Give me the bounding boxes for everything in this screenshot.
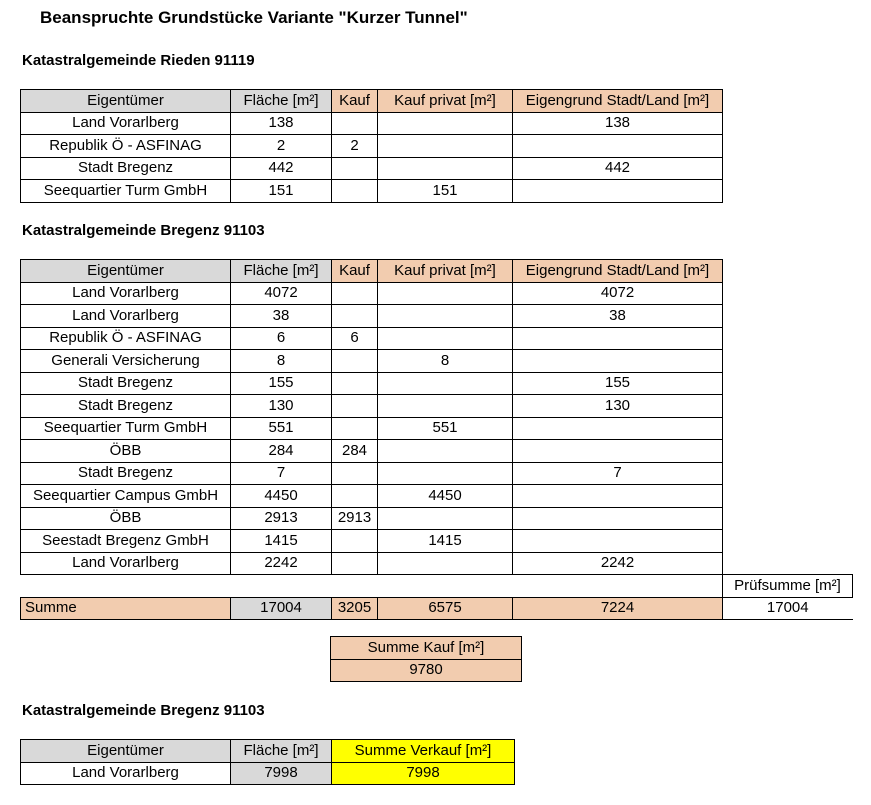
table-row — [21, 462, 853, 485]
table-row — [21, 417, 853, 440]
header-eigentuemer: Eigentümer — [21, 90, 231, 113]
cell-privat: 1415 — [378, 530, 513, 553]
blank-cell — [723, 327, 853, 350]
cell-kauf: 2 — [332, 135, 378, 158]
cell-eigen: 4072 — [513, 282, 723, 305]
cell-owner: Land Vorarlberg — [21, 552, 231, 575]
summe-kauf-box — [330, 636, 522, 682]
cell-owner: Land Vorarlberg — [21, 762, 231, 785]
cell-area: 4072 — [231, 282, 332, 305]
table-row — [21, 372, 853, 395]
blank-cell — [723, 552, 853, 575]
cell-kauf — [332, 157, 378, 180]
cell-eigen: 130 — [513, 395, 723, 418]
cell-owner: Land Vorarlberg — [21, 305, 231, 328]
header-kauf-privat: Kauf privat [m²] — [378, 90, 513, 113]
cell-area: 2913 — [231, 507, 332, 530]
header-kauf-privat: Kauf privat [m²] — [378, 260, 513, 283]
cell-owner: Land Vorarlberg — [21, 112, 231, 135]
cell-privat — [378, 462, 513, 485]
cell-area: 442 — [231, 157, 332, 180]
table-row — [21, 112, 723, 135]
cell-owner: Republik Ö - ASFINAG — [21, 135, 231, 158]
cell-kauf — [332, 180, 378, 203]
cell-area: 6 — [231, 327, 332, 350]
cell-eigen — [513, 135, 723, 158]
cell-kauf — [332, 462, 378, 485]
pruefsumme-value: 17004 — [723, 597, 853, 620]
blank-cell — [723, 350, 853, 373]
table-row — [21, 395, 853, 418]
cell-privat: 4450 — [378, 485, 513, 508]
header-eigentuemer: Eigentümer — [21, 260, 231, 283]
blank-cell — [723, 462, 853, 485]
pruefsumme-label: Prüfsumme [m²] — [723, 575, 853, 598]
cell-kauf — [332, 112, 378, 135]
summe-kauf-value: 9780 — [331, 659, 522, 682]
cell-eigen — [513, 530, 723, 553]
table-row — [21, 282, 853, 305]
cell-eigen: 38 — [513, 305, 723, 328]
cell-owner: Seestadt Bregenz GmbH — [21, 530, 231, 553]
cell-area: 1415 — [231, 530, 332, 553]
cell-privat: 551 — [378, 417, 513, 440]
cell-kauf — [332, 485, 378, 508]
blank-cell — [723, 305, 853, 328]
cell-owner: Seequartier Campus GmbH — [21, 485, 231, 508]
blank-cell — [723, 417, 853, 440]
summe-kauf: 3205 — [332, 597, 378, 620]
cell-privat — [378, 507, 513, 530]
summe-kauf-label: Summe Kauf [m²] — [331, 637, 522, 660]
blank-cell — [723, 530, 853, 553]
summe-privat: 6575 — [378, 597, 513, 620]
cell-owner: Stadt Bregenz — [21, 372, 231, 395]
header-summe-verkauf: Summe Verkauf [m²] — [332, 740, 515, 763]
table-verkauf — [20, 739, 515, 785]
cell-kauf: 284 — [332, 440, 378, 463]
summe-label: Summe — [21, 597, 231, 620]
pruefsumme-label-row — [21, 575, 853, 598]
cell-area: 2 — [231, 135, 332, 158]
cell-owner: Land Vorarlberg — [21, 282, 231, 305]
cell-privat — [378, 552, 513, 575]
cell-eigen — [513, 485, 723, 508]
cell-area: 8 — [231, 350, 332, 373]
table-row — [21, 762, 515, 785]
table-header — [21, 260, 853, 283]
cell-kauf — [332, 552, 378, 575]
blank-cell — [723, 372, 853, 395]
cell-area: 155 — [231, 372, 332, 395]
table-row — [21, 552, 853, 575]
cell-kauf — [332, 417, 378, 440]
cell-area: 151 — [231, 180, 332, 203]
blank-cell — [723, 507, 853, 530]
cell-area: 7 — [231, 462, 332, 485]
cell-privat — [378, 157, 513, 180]
cell-eigen — [513, 327, 723, 350]
header-kauf: Kauf — [332, 260, 378, 283]
cell-privat — [378, 327, 513, 350]
table-row — [21, 157, 723, 180]
cell-owner: Seequartier Turm GmbH — [21, 417, 231, 440]
blank-cell — [723, 260, 853, 283]
table-row — [21, 327, 853, 350]
section-heading-rieden: Katastralgemeinde Rieden 91119 — [22, 52, 255, 69]
cell-privat — [378, 112, 513, 135]
cell-kauf — [332, 530, 378, 553]
header-eigengrund: Eigengrund Stadt/Land [m²] — [513, 260, 723, 283]
cell-eigen — [513, 350, 723, 373]
table-rieden — [20, 89, 723, 203]
table-header — [21, 90, 723, 113]
table-header — [21, 740, 515, 763]
cell-owner: Republik Ö - ASFINAG — [21, 327, 231, 350]
header-eigentuemer: Eigentümer — [21, 740, 231, 763]
cell-area: 551 — [231, 417, 332, 440]
cell-area: 2242 — [231, 552, 332, 575]
cell-area: 7998 — [231, 762, 332, 785]
cell-privat — [378, 440, 513, 463]
cell-area: 284 — [231, 440, 332, 463]
cell-area: 38 — [231, 305, 332, 328]
table-bregenz — [20, 259, 853, 620]
table-row — [21, 305, 853, 328]
cell-eigen: 155 — [513, 372, 723, 395]
cell-owner: Stadt Bregenz — [21, 157, 231, 180]
table-row — [21, 507, 853, 530]
cell-eigen: 2242 — [513, 552, 723, 575]
header-flaeche: Fläche [m²] — [231, 90, 332, 113]
cell-eigen — [513, 440, 723, 463]
cell-verkauf: 7998 — [332, 762, 515, 785]
cell-privat — [378, 135, 513, 158]
cell-owner: Stadt Bregenz — [21, 462, 231, 485]
cell-kauf — [332, 305, 378, 328]
table-row — [21, 350, 853, 373]
cell-owner: ÖBB — [21, 440, 231, 463]
header-flaeche: Fläche [m²] — [231, 740, 332, 763]
page-title: Beanspruchte Grundstücke Variante "Kurzer Tunnel" — [40, 8, 468, 27]
cell-owner: ÖBB — [21, 507, 231, 530]
cell-privat: 8 — [378, 350, 513, 373]
blank-cell — [723, 282, 853, 305]
section-heading-bregenz: Katastralgemeinde Bregenz 91103 — [22, 222, 265, 239]
cell-eigen — [513, 417, 723, 440]
cell-privat — [378, 372, 513, 395]
table-row — [21, 135, 723, 158]
cell-area: 130 — [231, 395, 332, 418]
cell-eigen: 138 — [513, 112, 723, 135]
header-eigengrund: Eigengrund Stadt/Land [m²] — [513, 90, 723, 113]
table-row — [21, 440, 853, 463]
blank-cell — [723, 395, 853, 418]
cell-kauf — [332, 282, 378, 305]
cell-owner: Stadt Bregenz — [21, 395, 231, 418]
cell-privat — [378, 395, 513, 418]
cell-eigen: 442 — [513, 157, 723, 180]
cell-eigen — [513, 507, 723, 530]
cell-kauf — [332, 372, 378, 395]
header-flaeche: Fläche [m²] — [231, 260, 332, 283]
cell-privat: 151 — [378, 180, 513, 203]
cell-owner: Seequartier Turm GmbH — [21, 180, 231, 203]
blank-cell — [723, 440, 853, 463]
summe-row — [21, 597, 853, 620]
table-row — [21, 485, 853, 508]
cell-owner: Generali Versicherung — [21, 350, 231, 373]
table-row — [21, 180, 723, 203]
cell-kauf: 6 — [332, 327, 378, 350]
summe-area: 17004 — [231, 597, 332, 620]
cell-kauf — [332, 350, 378, 373]
section-heading-bregenz-verkauf: Katastralgemeinde Bregenz 91103 — [22, 702, 265, 719]
cell-kauf: 2913 — [332, 507, 378, 530]
cell-privat — [378, 282, 513, 305]
cell-eigen: 7 — [513, 462, 723, 485]
cell-kauf — [332, 395, 378, 418]
blank-cell — [723, 485, 853, 508]
cell-area: 138 — [231, 112, 332, 135]
header-kauf: Kauf — [332, 90, 378, 113]
cell-privat — [378, 305, 513, 328]
table-row — [21, 530, 853, 553]
summe-eigen: 7224 — [513, 597, 723, 620]
cell-eigen — [513, 180, 723, 203]
cell-area: 4450 — [231, 485, 332, 508]
